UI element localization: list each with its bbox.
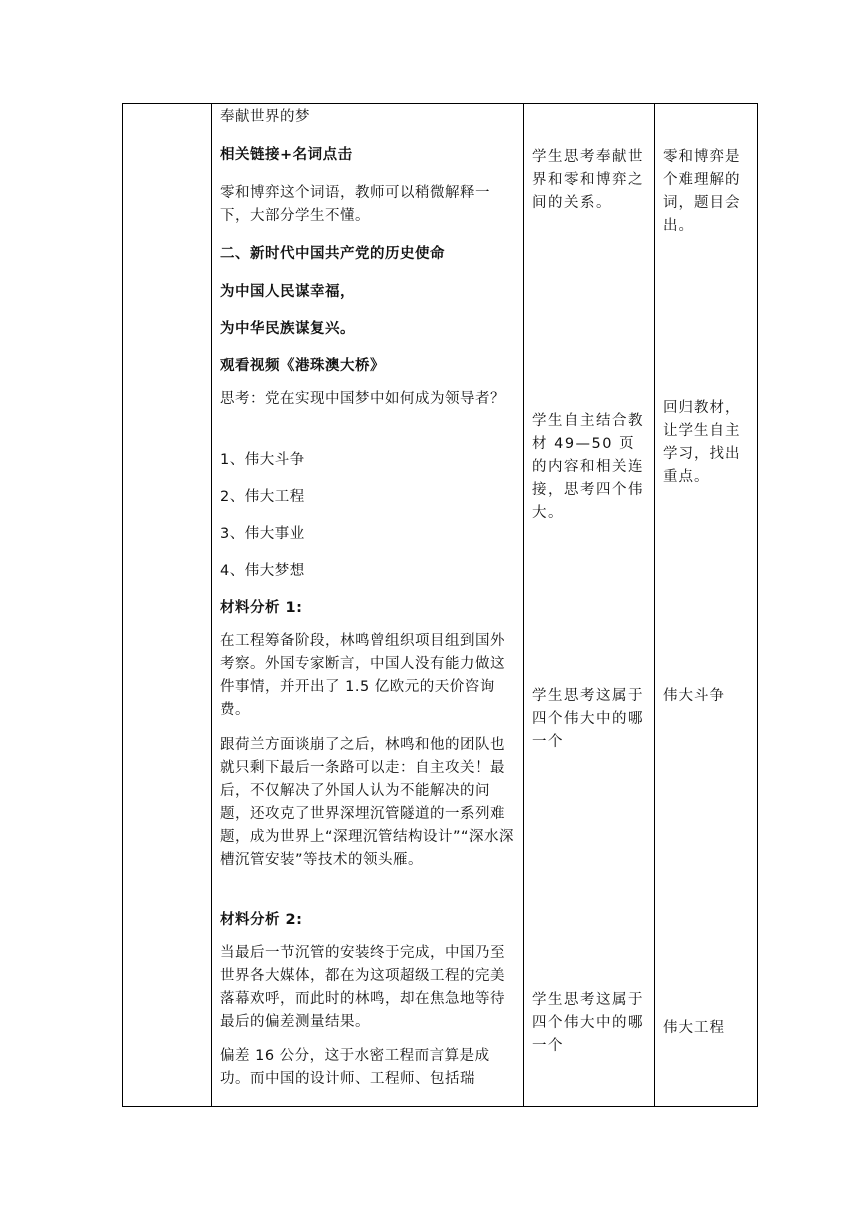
activity-text: 学生思考奉献世界和零和博弈之间的关系。 [532,149,644,211]
note-text: 伟大斗争 [663,688,725,704]
activity-text: 学生自主结合教材 49—50 页的内容和相关连接，思考四个伟大。 [532,413,644,521]
content-heading: 为中国人民谋幸福， [220,284,355,300]
content-list-item: 3、伟大事业 [220,526,305,542]
content-paragraph: 跟荷兰方面谈崩了之后，林鸣和他的团队也就只剩下最后一条路可以走：自主攻关！最后，不仅解决了外国人认为不能解决的问题，还攻克了世界深埋沉管隧道的一系列难题，成为世界上“深理沉管结构设计”“深水深槽沉管安装”等技术的领头雁。 [220,737,515,868]
content-paragraph: 思考：党在实现中国梦中如何成为领导者？ [220,391,505,407]
content-heading: 观看视频《港珠澳大桥》 [220,358,385,374]
content-paragraph: 奉献世界的梦 [220,109,310,125]
activity-text: 学生思考这属于四个伟大中的哪一个 [532,992,644,1054]
content-heading: 相关链接+名词点击 [220,147,353,163]
content-list-item: 4、伟大梦想 [220,563,305,579]
table-col-border-2 [211,103,212,1107]
content-list-item: 1、伟大斗争 [220,452,305,468]
table-top-border [122,103,758,104]
activity-text: 学生思考这属于四个伟大中的哪一个 [532,688,644,750]
note-text: 零和博弈是个难理解的词，题目会出。 [663,149,741,234]
note-text: 回归教材，让学生自主学习，找出重点。 [663,400,741,485]
content-heading: 为中华民族谋复兴。 [220,321,355,337]
note-text: 伟大工程 [663,1020,725,1036]
content-list-item: 2、伟大工程 [220,489,305,505]
table-col-border-5 [757,103,758,1107]
table-bottom-border [122,1106,758,1107]
content-paragraph: 在工程筹备阶段，林鸣曾组织项目组到国外考察。外国专家断言，中国人没有能力做这件事情，并开出了 1.5 亿欧元的天价咨询费。 [220,633,505,718]
table-col-border-1 [122,103,123,1107]
content-paragraph: 当最后一节沉管的安装终于完成，中国乃至世界各大媒体，都在为这项超级工程的完美落幕欢呼，而此时的林鸣，却在焦急地等待最后的偏差测量结果。 [220,945,505,1030]
content-heading: 二、新时代中国共产党的历史使命 [220,246,445,262]
content-heading: 材料分析 1: [220,600,303,616]
content-paragraph: 偏差 16 公分，这于水密工程而言算是成功。而中国的设计师、工程师、包括瑞 [220,1048,490,1087]
content-heading: 材料分析 2: [220,912,303,928]
table-col-border-4 [654,103,655,1107]
content-paragraph: 零和博弈这个词语，教师可以稍微解释一下，大部分学生不懂。 [220,185,490,224]
table-col-border-3 [523,103,524,1107]
